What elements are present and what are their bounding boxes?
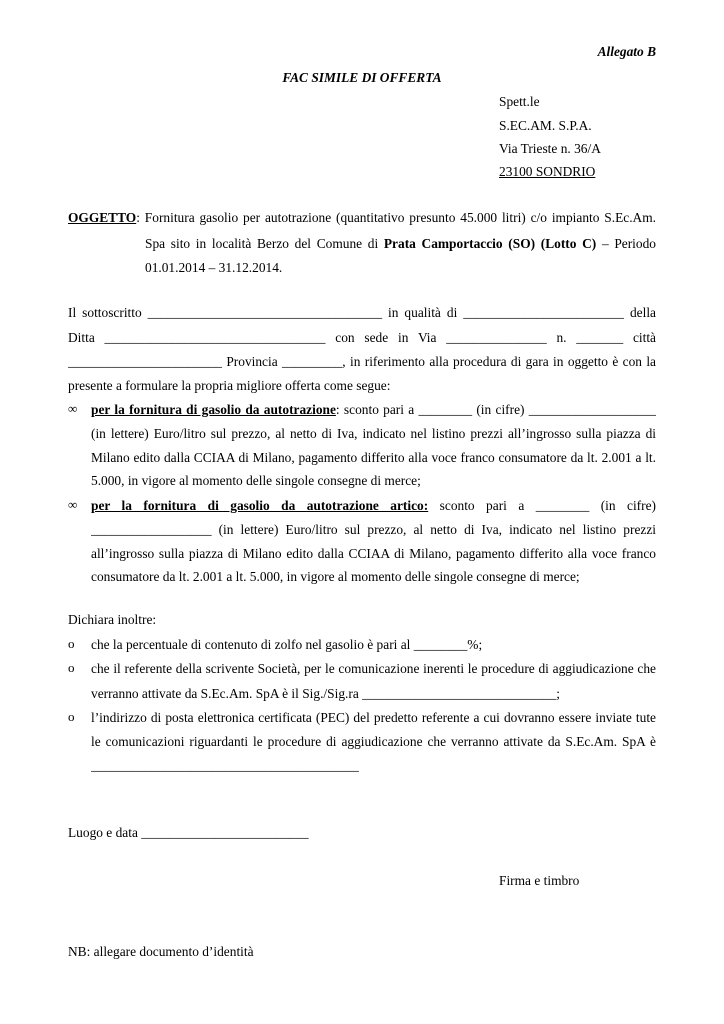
offer-heading: per la fornitura di gasolio da autotrazione (91, 402, 336, 417)
offer-line: Milano edito dalla CCIAA di Milano, pagamento differito alla voce franco consumatore da lt. 2.001 a lt. (91, 450, 656, 465)
oggetto-text: – Periodo (596, 236, 656, 251)
recipient-line: Spett.le (499, 94, 540, 109)
intro-line: _______________________ Provincia _________, in riferimento alla procedura di gara in oggetto è con la (68, 354, 656, 369)
dichiara-item: che il referente della scrivente Società, per le comunicazione inerenti le procedure di aggiudicazione che (91, 661, 656, 676)
oggetto-bold: Prata Camportaccio (SO) (Lotto C) (383, 236, 597, 251)
circle-bullet-icon: o (68, 636, 75, 651)
firma-timbro-label: Firma e timbro (499, 873, 580, 888)
offer-line: consumatore da lt. 2.001 a lt. 5.000, in vigore al momento delle singole consegne di merce; (91, 569, 580, 584)
intro-line: presente a formulare la propria migliore offerta come segue: (68, 378, 391, 393)
oggetto-text: : Fornitura gasolio per autotrazione (quantitativo presunto 45.000 litri) c/o impianto S.Ec.Am. (136, 210, 656, 225)
oggetto-line: 01.01.2014 – 31.12.2014. (145, 260, 283, 275)
dichiara-item: le comunicazioni riguardanti le procedure di aggiudicazione che verranno attivate da S.Ec.Am. SpA è (91, 734, 656, 749)
recipient-line: 23100 SONDRIO (499, 164, 596, 179)
circle-bullet-icon: o (68, 709, 75, 724)
dichiara-item: che la percentuale di contenuto di zolfo nel gasolio è pari al ________%; (91, 637, 483, 652)
recipient-line: Via Trieste n. 36/A (499, 141, 601, 156)
oggetto-text: Spa sito in località Berzo del Comune di (145, 236, 384, 251)
dichiara-item: ________________________________________ (91, 758, 359, 773)
offer-text: sconto pari a ________ (in cifre) (428, 498, 656, 513)
infinity-bullet-icon: ∞ (68, 401, 78, 416)
dichiara-title: Dichiara inoltre: (68, 612, 157, 627)
offer-line: (in lettere) Euro/litro sul prezzo, al netto di Iva, indicato nel listino prezzi all’ingrosso sulla piazza di (91, 426, 656, 441)
infinity-bullet-icon: ∞ (68, 497, 78, 512)
offer-line (91, 496, 656, 516)
oggetto-line (68, 208, 656, 228)
offer-text: : sconto pari a ________ (in cifre) ___________________ (335, 402, 656, 417)
dichiara-item: verranno attivate da S.Ec.Am. SpA è il Sig./Sig.ra _____________________________; (91, 686, 560, 701)
dichiara-item: l’indirizzo di posta elettronica certificata (PEC) del predetto referente a cui dovranno essere inviate tute (91, 710, 656, 725)
offer-line (91, 400, 656, 420)
intro-line: Ditta _________________________________ con sede in Via _______________ n. _______ città (68, 330, 656, 345)
intro-line: Il sottoscritto ___________________________________ in qualità di ________________________ della (68, 305, 656, 320)
offer-line: all’ingrosso sulla piazza di Milano edito dalla CCIAA di Milano, pagamento differito alla voce franco (91, 546, 656, 561)
oggetto-line (145, 234, 656, 254)
recipient-line: S.EC.AM. S.P.A. (499, 118, 592, 133)
oggetto-label: OGGETTO (68, 210, 137, 225)
offer-line: __________________ (in lettere) Euro/litro sul prezzo, al netto di Iva, indicato nel listino prezzi (91, 522, 656, 537)
circle-bullet-icon: o (68, 660, 75, 675)
luogo-data-field: Luogo e data _________________________ (68, 825, 309, 840)
offer-line: 5.000, in vigore al momento delle singole consegne di merce; (91, 473, 421, 488)
offer-heading: per la fornitura di gasolio da autotrazione artico: (91, 498, 429, 513)
allegato-label: Allegato B (597, 44, 656, 59)
document-title: FAC SIMILE DI OFFERTA (282, 70, 442, 85)
nb-note: NB: allegare documento d’identità (68, 944, 254, 959)
